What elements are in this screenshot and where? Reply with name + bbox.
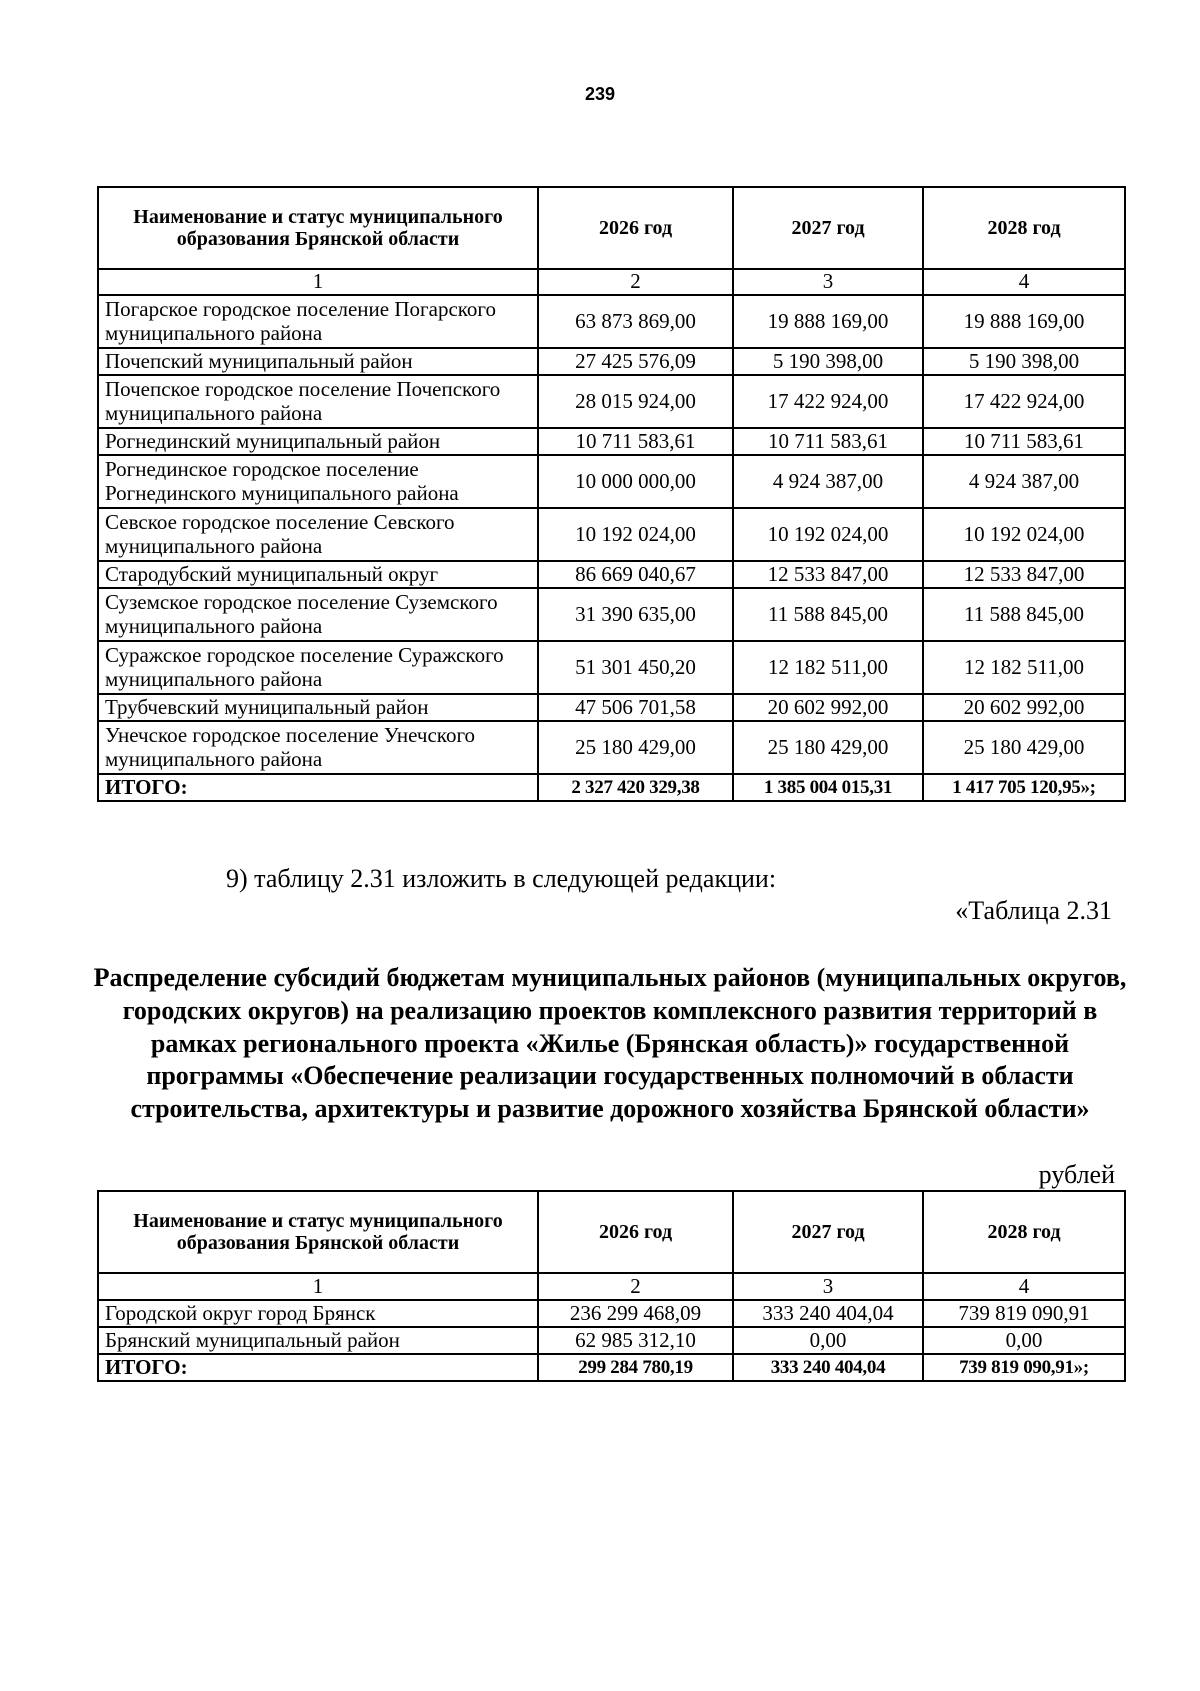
value-2027-cell: 10 711 583,61 [733,428,923,455]
value-2026-cell: 47 506 701,58 [538,694,733,721]
value-2028-cell: 10 711 583,61 [923,428,1125,455]
subsidy-table-2-31 [97,1190,1126,1382]
value-2027-cell: 333 240 404,04 [733,1300,923,1327]
value-2028-cell: 11 588 845,00 [923,588,1125,641]
table-row [98,348,1125,375]
index-cell: 3 [733,269,923,295]
value-2026-cell: 62 985 312,10 [538,1327,733,1354]
index-cell: 2 [538,1273,733,1300]
value-2027-cell: 25 180 429,00 [733,721,923,774]
value-2028-cell: 19 888 169,00 [923,295,1125,348]
index-cell: 2 [538,269,733,295]
total-2026: 299 284 780,19 [538,1354,733,1381]
header-2028: 2028 год [923,187,1125,269]
value-2027-cell: 10 192 024,00 [733,508,923,561]
table-row [98,561,1125,588]
header-2027: 2027 год [733,1191,923,1273]
value-2026-cell: 236 299 468,09 [538,1300,733,1327]
header-2027: 2027 год [733,187,923,269]
table-row [98,455,1125,508]
header-municipality: Наименование и статус муниципального образования Брянской области [98,1191,538,1273]
value-2027-cell: 11 588 845,00 [733,588,923,641]
total-label: ИТОГО: [98,774,538,801]
value-2026-cell: 27 425 576,09 [538,348,733,375]
table-header-row [98,1191,1125,1273]
municipality-cell: Суземское городское поселение Суземского муниципального района [98,588,538,641]
value-2026-cell: 51 301 450,20 [538,641,733,694]
table-row [98,375,1125,428]
value-2027-cell: 17 422 924,00 [733,375,923,428]
total-label: ИТОГО: [98,1354,538,1381]
municipality-cell: Трубчевский муниципальный район [98,694,538,721]
index-cell: 3 [733,1273,923,1300]
value-2027-cell: 19 888 169,00 [733,295,923,348]
value-2028-cell: 12 533 847,00 [923,561,1125,588]
municipality-cell: Суражское городское поселение Суражского муниципального района [98,641,538,694]
municipality-cell: Рогнединское городское поселение Рогнединского муниципального района [98,455,538,508]
table-row [98,295,1125,348]
municipality-cell: Городской округ город Брянск [98,1300,538,1327]
municipality-cell: Погарское городское поселение Погарского муниципального района [98,295,538,348]
value-2028-cell: 0,00 [923,1327,1125,1354]
table-row [98,1327,1125,1354]
value-2028-cell: 4 924 387,00 [923,455,1125,508]
page-number: 239 [584,84,616,104]
total-2028: 739 819 090,91»; [923,1354,1125,1381]
header-2026: 2026 год [538,1191,733,1273]
value-2027-cell: 4 924 387,00 [733,455,923,508]
municipality-cell: Рогнединский муниципальный район [98,428,538,455]
table-heading: Распределение субсидий бюджетам муниципальных районов (муниципальных округов, городских округов) на реализацию проектов комплексного развития территорий в рамках регионального проекта «Жилье (Брянская область)» государственной программы «Обеспечение реализации государственных полномочий в области строительства, архитектуры и развитие дорожного хозяйства Брянской области» [93,963,1127,1123]
value-2026-cell: 10 711 583,61 [538,428,733,455]
header-2028: 2028 год [923,1191,1125,1273]
municipality-cell: Стародубский муниципальный округ [98,561,538,588]
column-index-row [98,1273,1125,1300]
index-cell: 1 [98,1273,538,1300]
value-2026-cell: 10 000 000,00 [538,455,733,508]
value-2028-cell: 20 602 992,00 [923,694,1125,721]
total-row [98,774,1125,801]
value-2027-cell: 0,00 [733,1327,923,1354]
value-2026-cell: 10 192 024,00 [538,508,733,561]
value-2028-cell: 739 819 090,91 [923,1300,1125,1327]
index-cell: 1 [98,269,538,295]
municipality-cell: Севское городское поселение Севского муниципального района [98,508,538,561]
index-cell: 4 [923,269,1125,295]
value-2026-cell: 31 390 635,00 [538,588,733,641]
value-2027-cell: 5 190 398,00 [733,348,923,375]
total-2027: 1 385 004 015,31 [733,774,923,801]
value-2028-cell: 12 182 511,00 [923,641,1125,694]
subsidy-table-previous [97,186,1126,802]
value-2027-cell: 12 182 511,00 [733,641,923,694]
total-row [98,1354,1125,1381]
table-caption: «Таблица 2.31 [955,896,1112,925]
table-row [98,1300,1125,1327]
value-2026-cell: 25 180 429,00 [538,721,733,774]
value-2026-cell: 28 015 924,00 [538,375,733,428]
table-row [98,508,1125,561]
currency-unit: рублей [1038,1160,1115,1189]
table-row [98,588,1125,641]
value-2028-cell: 10 192 024,00 [923,508,1125,561]
value-2028-cell: 25 180 429,00 [923,721,1125,774]
municipality-cell: Почепский муниципальный район [98,348,538,375]
column-index-row [98,269,1125,295]
total-2028: 1 417 705 120,95»; [923,774,1125,801]
table-header-row [98,187,1125,269]
value-2028-cell: 17 422 924,00 [923,375,1125,428]
value-2027-cell: 20 602 992,00 [733,694,923,721]
total-2026: 2 327 420 329,38 [538,774,733,801]
table-row [98,694,1125,721]
header-municipality: Наименование и статус муниципального образования Брянской области [98,187,538,269]
municipality-cell: Унечское городское поселение Унечского муниципального района [98,721,538,774]
value-2028-cell: 5 190 398,00 [923,348,1125,375]
index-cell: 4 [923,1273,1125,1300]
table-row [98,428,1125,455]
amendment-instruction: 9) таблицу 2.31 изложить в следующей редакции: [226,864,777,893]
municipality-cell: Брянский муниципальный район [98,1327,538,1354]
municipality-cell: Почепское городское поселение Почепского муниципального района [98,375,538,428]
value-2026-cell: 86 669 040,67 [538,561,733,588]
value-2027-cell: 12 533 847,00 [733,561,923,588]
total-2027: 333 240 404,04 [733,1354,923,1381]
table-row [98,641,1125,694]
table-row [98,721,1125,774]
value-2026-cell: 63 873 869,00 [538,295,733,348]
header-2026: 2026 год [538,187,733,269]
